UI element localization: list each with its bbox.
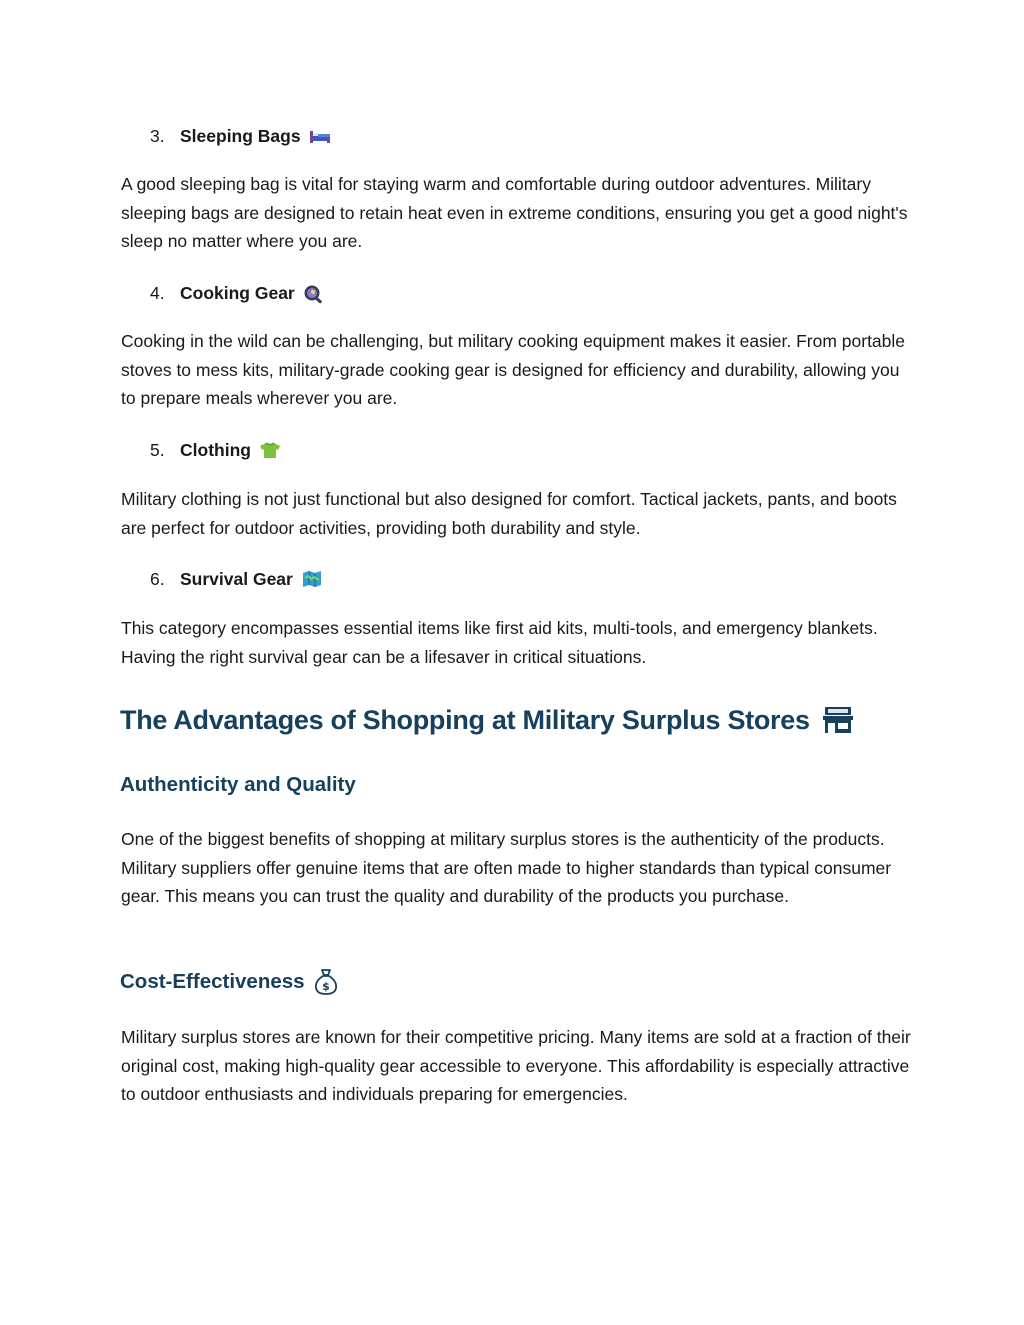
paragraph-clothing: Military clothing is not just functional but also designed for comfort. Tactical jackets, pants, and boots are perfect for outdoor activities, providing both durability and style. (121, 489, 897, 538)
list-item-label: Cooking Gear (180, 283, 295, 303)
svg-text:$: $ (321, 980, 330, 993)
subsection-heading-cost-effectiveness (120, 968, 338, 996)
paragraph-survival-gear: This category encompasses essential items like first aid kits, multi-tools, and emergency blankets. Having the right survival gear can be a lifesaver in critical situations. (121, 618, 878, 667)
section-heading (120, 703, 854, 737)
bed-icon (309, 127, 331, 145)
list-item-label: Clothing (180, 440, 251, 460)
paragraph-cooking-gear: Cooking in the wild can be challenging, but military cooking equipment makes it easier. From portable stoves to mess kits, military-grade cooking gear is designed for efficiency and durability, allowing you to prepare meals wherever you are. (121, 331, 906, 408)
list-number: 3. (150, 126, 165, 146)
list-number: 4. (150, 283, 165, 303)
list-item-label: Sleeping Bags (180, 126, 301, 146)
list-item-label: Survival Gear (180, 569, 293, 589)
frying-pan-icon (303, 284, 325, 302)
list-item-cooking-gear (150, 281, 325, 305)
subsection-heading-text: Cost-Effectiveness (120, 970, 305, 993)
list-number: 5. (150, 440, 165, 460)
subsection-heading-text: Authenticity and Quality (120, 773, 356, 796)
section-heading-text: The Advantages of Shopping at Military Surplus Stores (120, 705, 810, 735)
map-icon (301, 570, 323, 588)
subsection-heading-authenticity (120, 771, 356, 799)
tshirt-icon (259, 441, 281, 459)
paragraph-authenticity: One of the biggest benefits of shopping at military surplus stores is the authenticity of the products. Military suppliers offer genuine items that are often made to higher standards than typical consumer gear. This means you can trust the quality and durability of the products you purchase. (121, 829, 892, 906)
store-icon (822, 705, 854, 735)
paragraph-cost-effectiveness: Military surplus stores are known for their competitive pricing. Many items are sold at a fraction of their original cost, making high-quality gear accessible to everyone. This affordability is especially attractive to outdoor enthusiasts and individuals preparing for emergencies. (121, 1027, 911, 1104)
list-item-clothing (150, 438, 281, 462)
money-bag-icon (314, 968, 338, 996)
list-item-sleeping-bags (150, 124, 331, 148)
paragraph-sleeping-bags: A good sleeping bag is vital for staying warm and comfortable during outdoor adventures. Military sleeping bags are designed to retain heat even in extreme conditions, ensuring you get a good night's sleep no matter where you are. (121, 174, 908, 251)
list-number: 6. (150, 569, 165, 589)
list-item-survival-gear (150, 567, 323, 591)
